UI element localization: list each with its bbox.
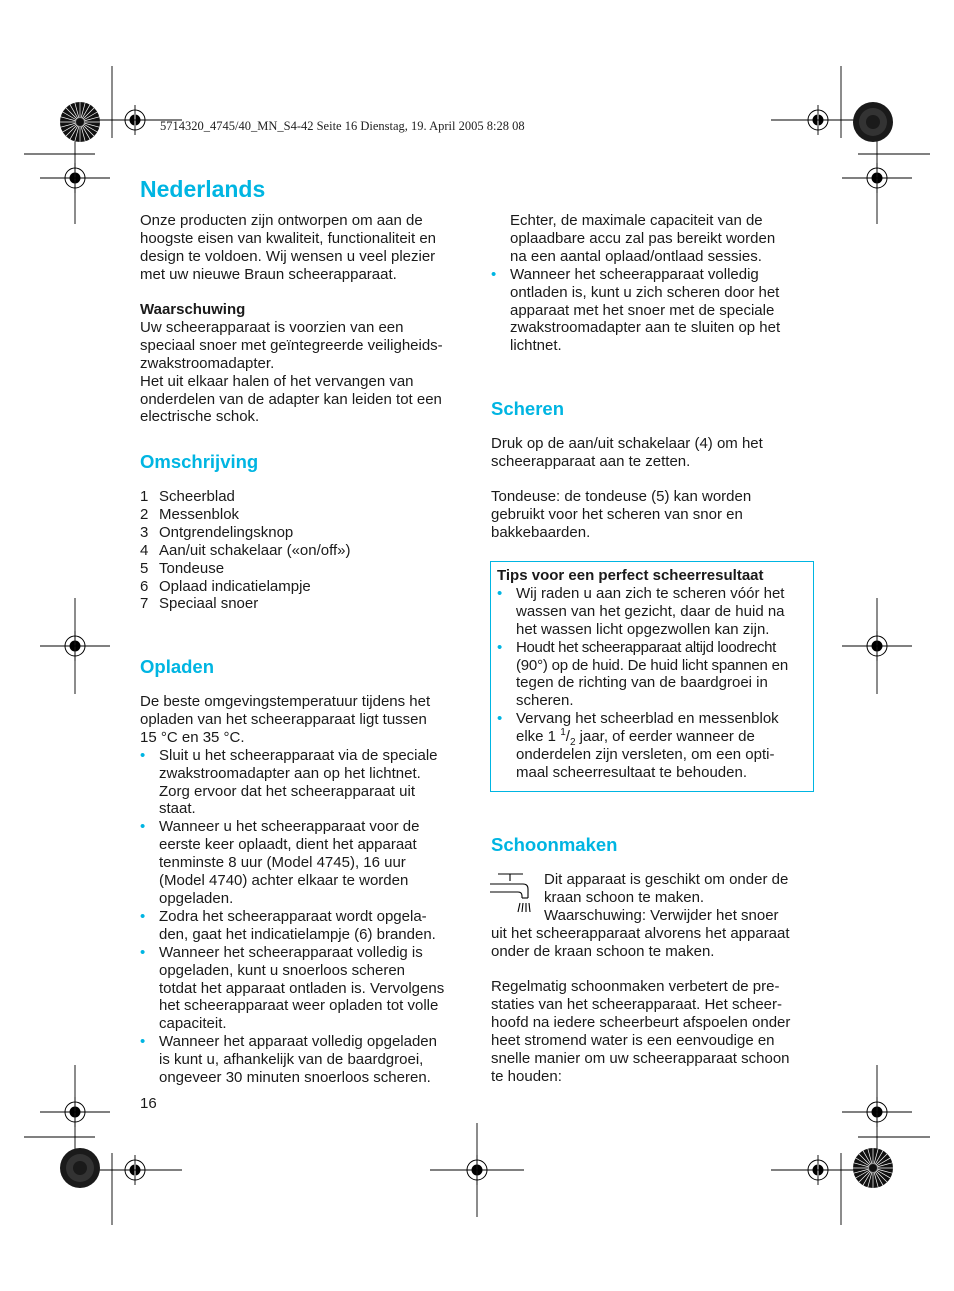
tip-line: Houdt het scheerapparaat altijd loodrecht [516,638,776,656]
schoonmaken-para-2 [491,978,821,1085]
schoonmaken-line: kraan schoon te maken. [544,888,705,906]
bullet-line: Zorg ervoor dat het scheerapparaat uit [159,782,415,800]
tip-line: scheren. [516,692,574,710]
continuation-block [491,212,821,355]
schoonmaken-line: uit het scheerapparaat alvorens het apparaat [491,925,790,942]
bullet-line: ontladen is, kunt u zich scheren door het [510,283,780,301]
bullet-line: opgeladen. [159,889,234,907]
bullet-line: het scheerapparaat weer opladen tot volle [159,997,439,1015]
warning-line: onderdelen van de adapter kan leiden tot een [140,390,442,408]
list-item [140,542,470,560]
tip-line: het wassen licht opgezwollen kan zijn. [516,620,770,638]
scheren-para-1 [491,435,821,471]
list-item [140,944,470,1034]
scheren-line: gebruikt voor het scheren van snor en [491,505,743,523]
list-item [140,908,470,944]
bullet-line: Wanneer het scheerapparaat volledig [510,265,759,283]
schoonmaken-line: hoofd na iedere scheerbeurt afspoelen onder [491,1013,791,1031]
item-number: 6 [140,577,149,595]
bullet-line: (Model 4740) achter elkaar te worden [159,872,409,890]
item-label: Oplaad indicatielampje [159,577,311,595]
intro-paragraph [140,212,470,284]
warning-heading: Waarschuwing [140,301,246,318]
tips-content [497,567,809,782]
intro-line: hoogste eisen van kwaliteit, functionaliteit en [140,229,437,247]
bullet-line: zwakstroomadapter aan te sluiten op het [510,319,781,337]
intro-line: met uw nieuwe Braun scheerapparaat. [140,265,397,283]
item-label: Aan/uit schakelaar («on/off») [159,541,351,559]
bullet-line: Wanneer het apparaat volledig opgeladen [159,1033,437,1051]
bullet-line: lichtnet. [510,337,562,355]
scheren-heading: Scheren [491,398,565,419]
tip-line: Vervang het scheerblad en messenblok [516,710,779,728]
item-label: Speciaal snoer [159,595,259,613]
bullet-line: apparaat met het snoer met de speciale [510,301,775,319]
item-number: 5 [140,559,149,577]
list-item [140,488,470,506]
continuation-line: oplaadbare accu zal pas bereikt worden [510,229,776,247]
warning-line: Uw scheerapparaat is voorzien van een [140,318,404,336]
list-item [140,560,470,578]
bullet-icon: • [140,746,146,764]
schoonmaken-line: snelle manier om uw scheerapparaat schoon [491,1049,790,1067]
schoonmaken-line: heet stromend water is een eenvoudige en [491,1031,775,1049]
bullet-icon: • [140,907,146,925]
item-number: 2 [140,505,149,523]
item-label: Scheerblad [159,488,235,505]
fraction-denominator: 2 [569,737,576,749]
tip-line: wassen van het gezicht, daar de huid na [516,602,785,620]
parts-list [140,488,470,613]
bullet-icon: • [497,584,503,602]
schoonmaken-full [491,925,821,961]
list-item [140,595,470,613]
bullet-line: Sluit u het scheerapparaat via de speciale [159,746,438,764]
schoonmaken-line: Regelmatig schoonmaken verbetert de pre- [491,978,780,995]
tip-line: onderdelen zijn versleten, om een opti- [516,746,775,764]
list-item [140,818,470,908]
item-number: 4 [140,541,149,559]
schoonmaken-line: Waarschuwing: Verwijder het snoer [544,906,779,924]
continuation-bullets [491,266,821,356]
scheren-line: Druk op de aan/uit schakelaar (4) om het [491,435,763,452]
bullet-icon: • [140,1033,146,1051]
tip-text: elke 1 [516,728,561,746]
bullet-line: Wanneer u het scheerapparaat voor de [159,818,420,836]
item-number: 7 [140,595,149,613]
fraction-numerator: 1 [560,727,566,739]
bullet-line: Zodra het scheerapparaat wordt opgela- [159,907,427,925]
tip-line [516,727,809,749]
bullet-line: is kunt u, afhankelijk van de baardgroei, [159,1051,424,1069]
opladen-intro-line: 15 °C en 35 °C. [140,728,245,746]
bullet-line: Wanneer het scheerapparaat volledig is [159,943,423,961]
bullet-line: totdat het apparaat ontladen is. Vervolgens [159,979,445,997]
tip-line: tegen de richting van de baardgroei in [516,674,768,692]
page-number: 16 [140,1095,157,1112]
warning-line: Het uit elkaar halen of het vervangen van [140,372,414,390]
bullet-line: ongeveer 30 minuten snoerloos scheren. [159,1069,431,1087]
warning-block [140,301,470,426]
list-item [140,506,470,524]
bullet-line: den, gaat het indicatielampje (6) branden. [159,925,436,943]
opladen-intro-line: opladen van het scheerapparaat ligt tussen [140,710,427,728]
item-label: Ontgrendelingsknop [159,523,294,541]
scheren-line: Tondeuse: de tondeuse (5) kan worden [491,488,752,505]
list-item [491,266,821,356]
item-label: Tondeuse [159,559,225,577]
fraction-slash: / [565,728,570,746]
tip-line: (90°) op de huid. De huid licht spannen en [516,656,788,674]
list-item [140,578,470,596]
item-number: 1 [140,488,149,505]
water-tap-icon [490,872,532,918]
tips-heading: Tips voor een perfect scheerresultaat [497,567,764,584]
bullet-line: staat. [159,800,196,818]
opladen-section [140,693,470,1087]
bullet-line: capaciteit. [159,1015,227,1033]
bullet-icon: • [140,818,146,836]
page-title: Nederlands [140,176,266,202]
tip-text: jaar, of eerder wanneer de [575,728,755,746]
tips-list [497,585,809,782]
scheren-para-2 [491,488,821,542]
list-item [497,710,809,782]
tip-line: Wij raden u aan zich te scheren vóór het [516,584,785,602]
bullet-icon: • [497,710,503,728]
intro-line: Onze producten zijn ontworpen om aan de [140,212,423,229]
continuation-line: na een aantal oplaad/ontlaad sessies. [510,247,762,265]
print-imprint: 5714320_4745/40_MN_S4-42 Seite 16 Dienstag, 19. April 2005 8:28 08 [160,119,525,133]
list-item [497,639,809,711]
item-label: Messenblok [159,505,240,523]
schoonmaken-line: te houden: [491,1067,562,1085]
bullet-icon: • [491,265,497,283]
omschrijving-heading: Omschrijving [140,451,259,472]
bullet-line: zwakstroomadapter aan op het lichtnet. [159,764,421,782]
list-item [140,1033,470,1087]
warning-line: electrische schok. [140,408,260,426]
opladen-intro-line: De beste omgevingstemperatuur tijdens het [140,693,431,710]
bullet-line: tenminste 8 uur (Model 4745), 16 uur [159,854,406,872]
bullet-icon: • [140,943,146,961]
schoonmaken-heading: Schoonmaken [491,834,618,855]
list-item [497,585,809,639]
tip-line: maal scheerresultaat te behouden. [516,763,747,781]
scheren-line: bakkebaarden. [491,523,591,541]
schoonmaken-line: staties van het scheerapparaat. Het scheer- [491,995,782,1013]
intro-line: design te voldoen. Wij wensen u veel plezier [140,247,436,265]
bullet-line: opgeladen, kunt u snoerloos scheren [159,961,406,979]
list-item [140,747,470,819]
bullet-line: eerste keer oplaadt, dient het apparaat [159,836,417,854]
opladen-bullets [140,747,470,1087]
item-number: 3 [140,523,149,541]
continuation-line: Echter, de maximale capaciteit van de [510,212,763,229]
list-item [140,524,470,542]
schoonmaken-line: onder de kraan schoon te maken. [491,942,715,960]
scheren-line: scheerapparaat aan te zetten. [491,452,691,470]
schoonmaken-line: Dit apparaat is geschikt om onder de [544,871,789,888]
schoonmaken-indented [544,871,824,925]
warning-line: speciaal snoer met geïntegreerde veiligheids- [140,336,443,354]
opladen-heading: Opladen [140,656,215,677]
bullet-icon: • [497,638,503,656]
warning-line: zwakstroomadapter. [140,354,275,372]
